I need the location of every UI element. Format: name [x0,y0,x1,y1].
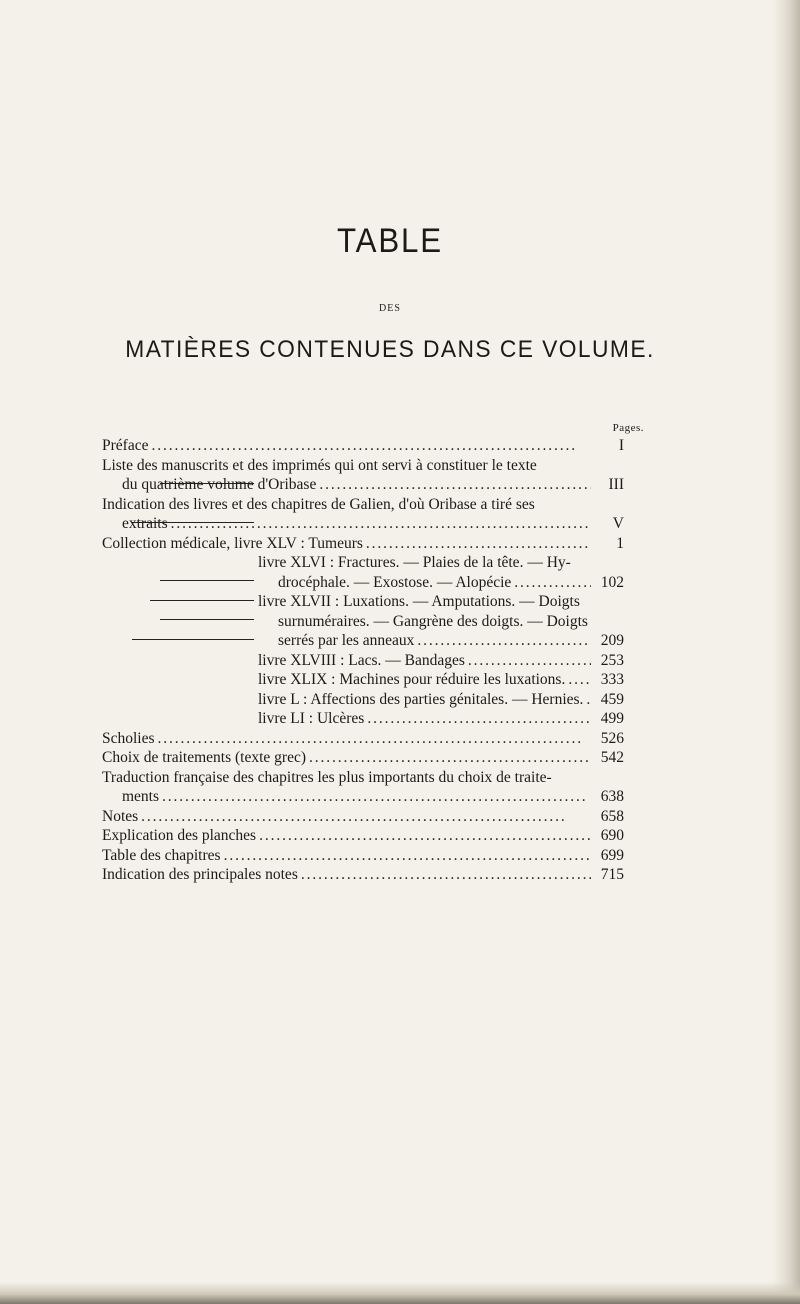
toc-entry: livre XLIX : Machines pour réduire les luxations. . . . 333 [102,670,624,690]
toc-entry: surnuméraires. — Gangrène des doigts. — Doigts [278,612,588,630]
toc-entry: Choix de traitements (texte grec) . . . 542 [102,748,624,768]
toc-entry: Préface . . . I [102,436,624,456]
toc-entry: Table des chapitres . . . 699 [102,846,624,866]
toc-entry: Indication des principales notes . . . 715 [102,865,624,885]
toc-entry: du quatrième volume d'Oribase . . . III [102,475,624,495]
toc-entry: serrés par les anneaux . . . 209 [102,631,624,651]
page-edge-shadow [772,0,800,1304]
toc-entry: extraits . . . V [102,514,624,534]
table-of-contents [102,436,624,885]
toc-entry: livre XLVI : Fractures. — Plaies de la tête. — Hy- [258,554,571,571]
pages-column-label: Pages. [612,422,644,434]
title-connector: DES [379,303,401,314]
toc-entry: livre L : Affections des parties génitales. — Hernies. . . . 459 [102,690,624,710]
page-subtitle: MATIÈRES CONTENUES DANS CE VOLUME. [125,336,655,363]
toc-entry: Explication des planches . . . 690 [102,826,624,846]
toc-entry: Collection médicale, livre XLV : Tumeurs . . . 1 [102,534,624,554]
toc-entry: livre LI : Ulcères . . . 499 [102,709,624,729]
toc-entry: Notes . . . 658 [102,807,624,827]
toc-entry: Indication des livres et des chapitres de Galien, d'où Oribase a tiré ses [102,495,535,513]
toc-entry: Traduction française des chapitres les plus importants du choix de traite- [102,768,552,786]
toc-entry: drocéphale. — Exostose. — Alopécie . . . 102 [102,573,624,593]
toc-entry: Liste des manuscrits et des imprimés qui ont servi à constituer le texte [102,456,537,474]
page-title: TABLE [337,222,443,260]
toc-entry: ments . . . 638 [102,787,624,807]
toc-entry: livre XLVIII : Lacs. — Bandages . . . 253 [102,651,624,671]
toc-entry: Scholies . . . 526 [102,729,624,749]
toc-entry: livre XLVII : Luxations. — Amputations. — Doigts [258,593,580,610]
page-bottom-edge [0,1282,800,1304]
